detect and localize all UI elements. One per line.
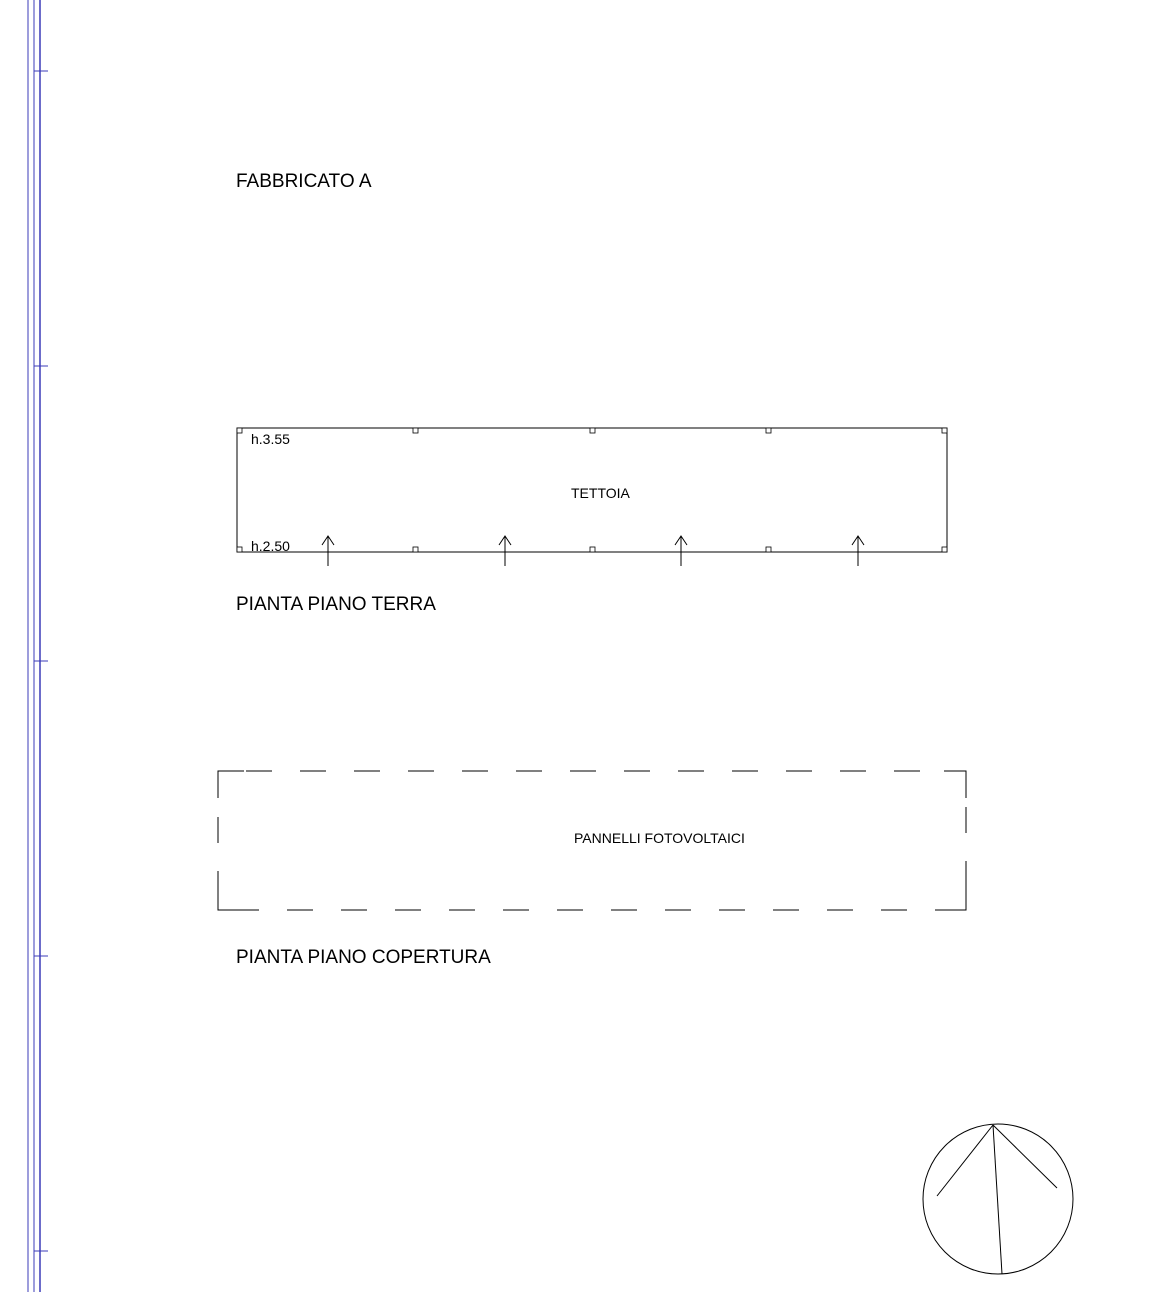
sheet-margin-border bbox=[28, 0, 48, 1292]
height-label-top: h.3.55 bbox=[251, 431, 290, 447]
room-label: TETTOIA bbox=[571, 485, 630, 501]
north-arrow-icon bbox=[923, 1124, 1073, 1274]
ground-floor-plan bbox=[237, 428, 947, 566]
height-label-bottom: h.2.50 bbox=[251, 538, 290, 554]
building-title: FABBRICATO A bbox=[236, 171, 372, 192]
ground-floor-title: PIANTA PIANO TERRA bbox=[236, 594, 436, 615]
pillar bbox=[766, 547, 771, 552]
roof-floor-title: PIANTA PIANO COPERTURA bbox=[236, 947, 491, 968]
slope-arrow-icon bbox=[675, 536, 687, 566]
pillar bbox=[766, 428, 771, 433]
slope-arrow-icon bbox=[852, 536, 864, 566]
pillar bbox=[590, 547, 595, 552]
slope-arrow-icon bbox=[499, 536, 511, 566]
pillar bbox=[942, 428, 947, 433]
pillar bbox=[237, 547, 242, 552]
slope-arrow-icon bbox=[322, 536, 334, 566]
pillar bbox=[237, 428, 242, 433]
pillar bbox=[942, 547, 947, 552]
pillar bbox=[413, 547, 418, 552]
pillar bbox=[413, 428, 418, 433]
roof-floor-plan bbox=[218, 771, 966, 910]
panel-label: PANNELLI FOTOVOLTAICI bbox=[574, 830, 745, 846]
pillar bbox=[590, 428, 595, 433]
